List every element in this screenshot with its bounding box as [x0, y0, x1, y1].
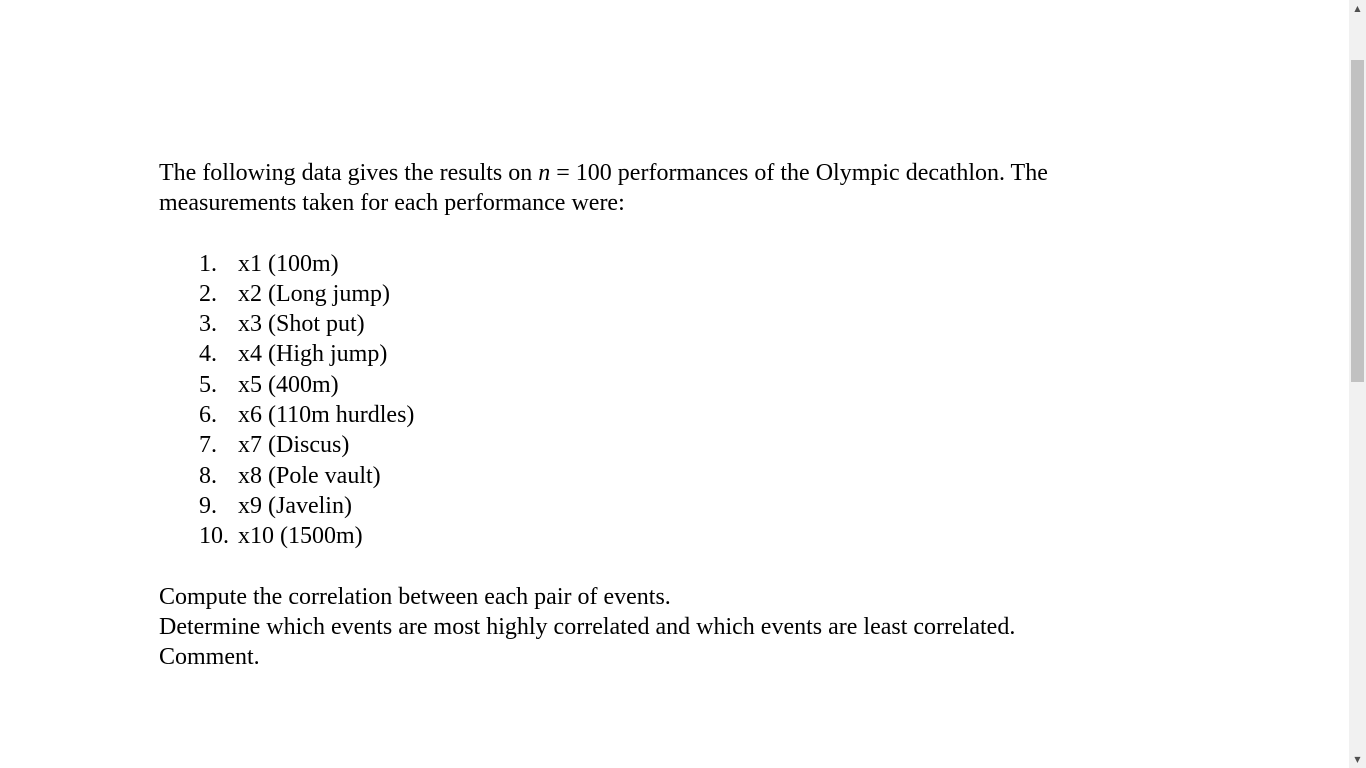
task-line: Compute the correlation between each pair of events. [159, 583, 671, 610]
list-item-number: 2. [199, 280, 217, 307]
list-item-number: 9. [199, 492, 217, 519]
list-item-number: 1. [199, 250, 217, 277]
list-item [199, 461, 1159, 491]
list-item [199, 339, 1159, 369]
task-line: Determine which events are most highly correlated and which events are least correlated. [159, 613, 1016, 640]
list-item-label: x4 (High jump) [238, 341, 388, 368]
list-item-number: 5. [199, 371, 217, 398]
scrollbar-thumb[interactable] [1351, 60, 1364, 382]
list-item [199, 279, 1159, 309]
list-item [199, 491, 1159, 521]
list-item-number: 6. [199, 402, 217, 429]
list-item-number: 4. [199, 341, 217, 368]
chevron-up-icon[interactable]: ▲ [1354, 4, 1361, 13]
list-item [199, 370, 1159, 400]
list-item [199, 400, 1159, 430]
intro-text-start: The following data gives the results on [159, 160, 539, 186]
list-item-label: x2 (Long jump) [238, 280, 390, 307]
tasks-section [159, 582, 1159, 673]
n-variable: n [538, 160, 551, 186]
list-item-label: x5 (400m) [238, 371, 339, 398]
list-item-number: 10. [199, 523, 229, 550]
list-item-label: x7 (Discus) [238, 432, 350, 459]
list-item-label: x10 (1500m) [238, 523, 363, 550]
list-item [199, 521, 1159, 551]
task-line: Comment. [159, 644, 260, 671]
list-item-number: 3. [199, 311, 217, 338]
vertical-scrollbar[interactable] [1349, 0, 1366, 768]
list-item-label: x6 (110m hurdles) [238, 402, 415, 429]
intro-text-end: = 100 performances of the Olympic decathlon. The measurements taken for each performance were: [159, 160, 1048, 217]
events-list [159, 249, 1159, 552]
intro-paragraph [159, 158, 1159, 219]
list-item-number: 7. [199, 432, 217, 459]
list-item [199, 249, 1159, 279]
list-item-number: 8. [199, 462, 217, 489]
list-item-label: x9 (Javelin) [238, 492, 352, 519]
list-item-label: x1 (100m) [238, 250, 339, 277]
list-item [199, 430, 1159, 460]
chevron-down-icon[interactable]: ▼ [1354, 755, 1361, 764]
document-content [159, 158, 1159, 672]
list-item [199, 309, 1159, 339]
list-item-label: x3 (Shot put) [238, 311, 365, 338]
list-item-label: x8 (Pole vault) [238, 462, 381, 489]
